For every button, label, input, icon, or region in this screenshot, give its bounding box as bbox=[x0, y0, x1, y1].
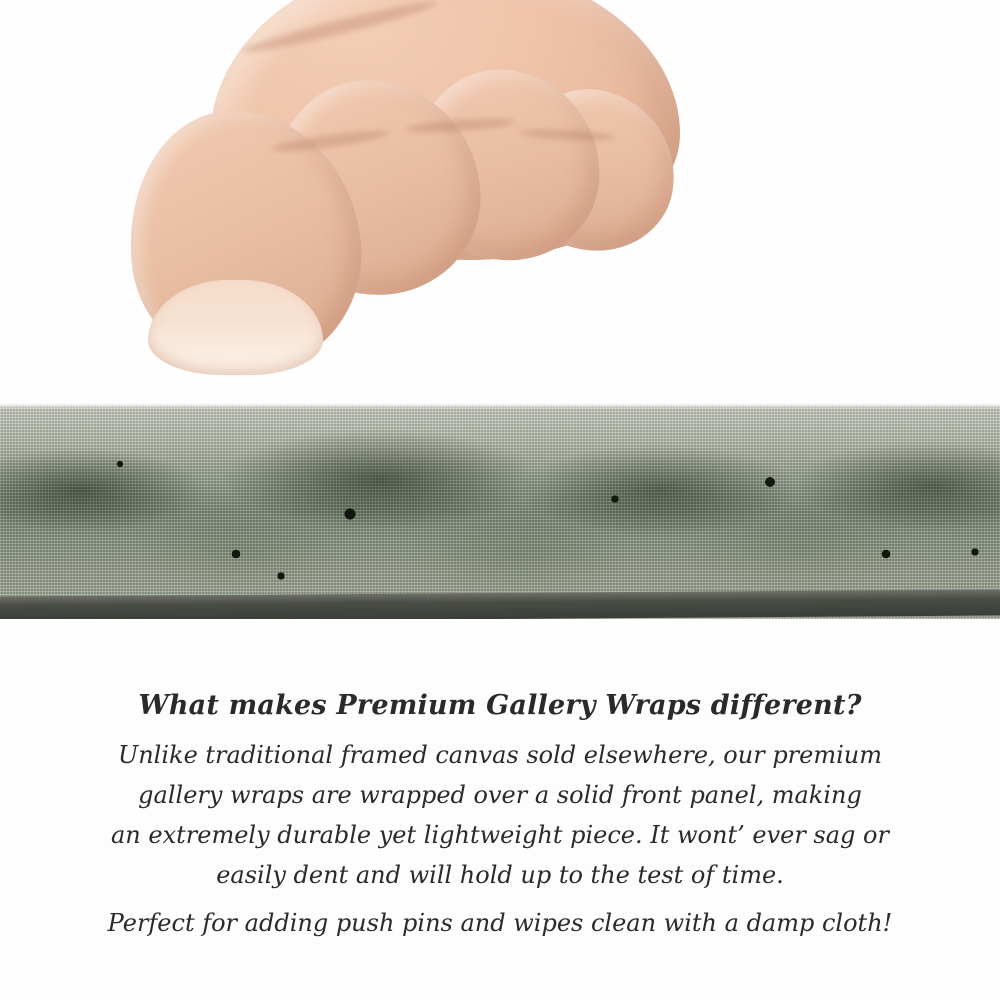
canvas-dark-specks bbox=[0, 404, 1000, 619]
hand-illustration bbox=[120, 0, 680, 430]
caption-line-1: Unlike traditional framed canvas sold elsewhere, our premium bbox=[117, 741, 882, 769]
canvas-wrap-edge-photo bbox=[0, 404, 1000, 619]
canvas-top-highlight bbox=[0, 404, 1000, 409]
caption-line-3: an extremely durable yet lightweight piece. It wont’ ever sag or bbox=[111, 821, 889, 849]
caption-block bbox=[0, 690, 1000, 943]
caption-final-line: Perfect for adding push pins and wipes clean with a damp cloth! bbox=[107, 909, 893, 937]
caption-line-4: easily dent and will hold up to the test of time. bbox=[216, 861, 784, 889]
caption-title: What makes Premium Gallery Wraps different? bbox=[138, 690, 862, 721]
caption-line-2: gallery wraps are wrapped over a solid front panel, making bbox=[138, 781, 862, 809]
